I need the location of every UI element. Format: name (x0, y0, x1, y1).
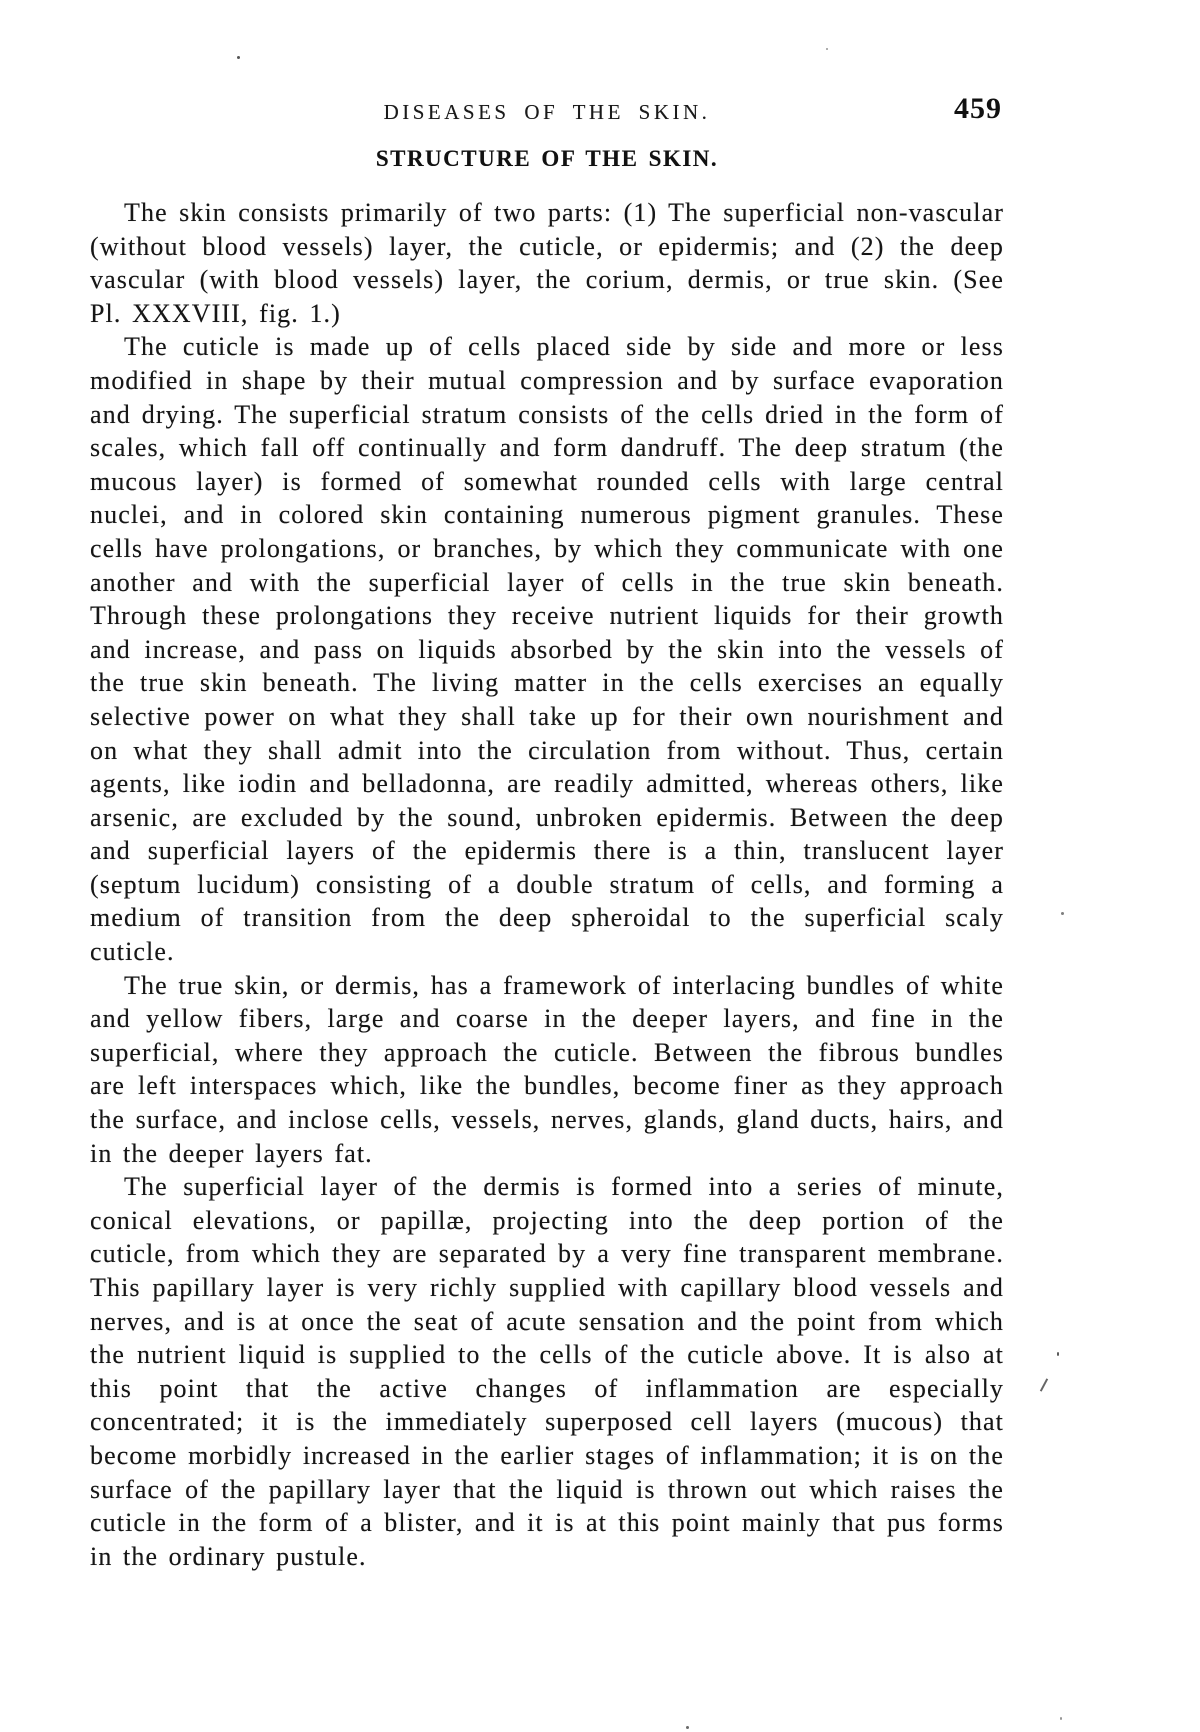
body-copy (90, 196, 1004, 1573)
scan-scratch (1040, 1378, 1048, 1391)
scan-speck (826, 48, 828, 50)
page-number: 459 (954, 92, 1002, 125)
page-header (90, 92, 1004, 132)
section-title: STRUCTURE OF THE SKIN. (375, 146, 719, 171)
scan-speck (686, 1726, 689, 1729)
paragraph-papillary-layer: The superficial layer of the dermis is formed into a series of minute, conical elevations, or papillæ, projecting into the deep portion of the cuticle, from which they are separated by a very fine transparent membrane. This papillary layer is very richly supplied with capillary blood vessels and nerves, and is at once the seat of acute sensation and the point from which the nutrient liquid is supplied to the cells of the cuticle above. It is also at this point that the active changes of inflammation are especially concentrated; it is the immediately superposed cell layers (mucous) that become morbidly increased in the earlier stages of inflammation; it is on the surface of the papillary layer that the liquid is thrown out which raises the cuticle in the form of a blister, and it is at this point mainly that pus forms in the ordinary pustule. (90, 1172, 1004, 1571)
scan-speck (1057, 1352, 1059, 1356)
paragraph-true-skin: The true skin, or dermis, has a framework of interlacing bundles of white and yellow fibers, large and coarse in the deeper layers, and fine in the superficial, where they approach the cuticle. Between the fibrous bundles are left interspaces which, like the bundles, become finer as they approach the surface, and inclose cells, vessels, nerves, glands, gland ducts, hairs, and in the deeper layers fat. (90, 970, 1004, 1168)
scan-speck (1060, 1717, 1062, 1720)
text-block (90, 92, 1004, 1573)
scan-speck (237, 56, 240, 59)
scan-speck (1061, 912, 1064, 915)
paragraph-cuticle: The cuticle is made up of cells placed side by side and more or less modified in shape by their mutual compression and by surface evaporation and drying. The superficial stratum consists of the cells dried in the form of scales, which fall off continually and form dandruff. The deep stratum (the mucous layer) is formed of somewhat rounded cells with large central nuclei, and in colored skin containing numerous pigment granules. These cells have prolongations, or branches, by which they communicate with one another and with the superficial layer of cells in the true skin beneath. Through these prolongations they receive nutrient liquids for their growth and increase, and pass on liquids absorbed by the skin into the vessels of the true skin beneath. The living matter in the cells exercises an equally selective power on what they shall take up for their own nourishment and on what they shall admit into the circulation from without. Thus, certain agents, like iodin and belladonna, are readily admitted, whereas others, like arsenic, are excluded by the sound, unbroken epidermis. Between the deep and superficial layers of the epidermis there is a thin, translucent layer (septum lucidum) consisting of a double stratum of cells, and forming a medium of transition from the deep spheroidal to the superficial scaly cuticle. (90, 332, 1004, 967)
paragraph-skin-two-parts: The skin consists primarily of two parts: (1) The superficial non-vascular (without blood vessels) layer, the cuticle, or epidermis; and (2) the deep vascular (with blood vessels) layer, the corium, dermis, or true skin. (See Pl. XXXVIII, fig. 1.) (90, 198, 1004, 328)
running-head-title: DISEASES OF THE SKIN. (383, 100, 711, 124)
